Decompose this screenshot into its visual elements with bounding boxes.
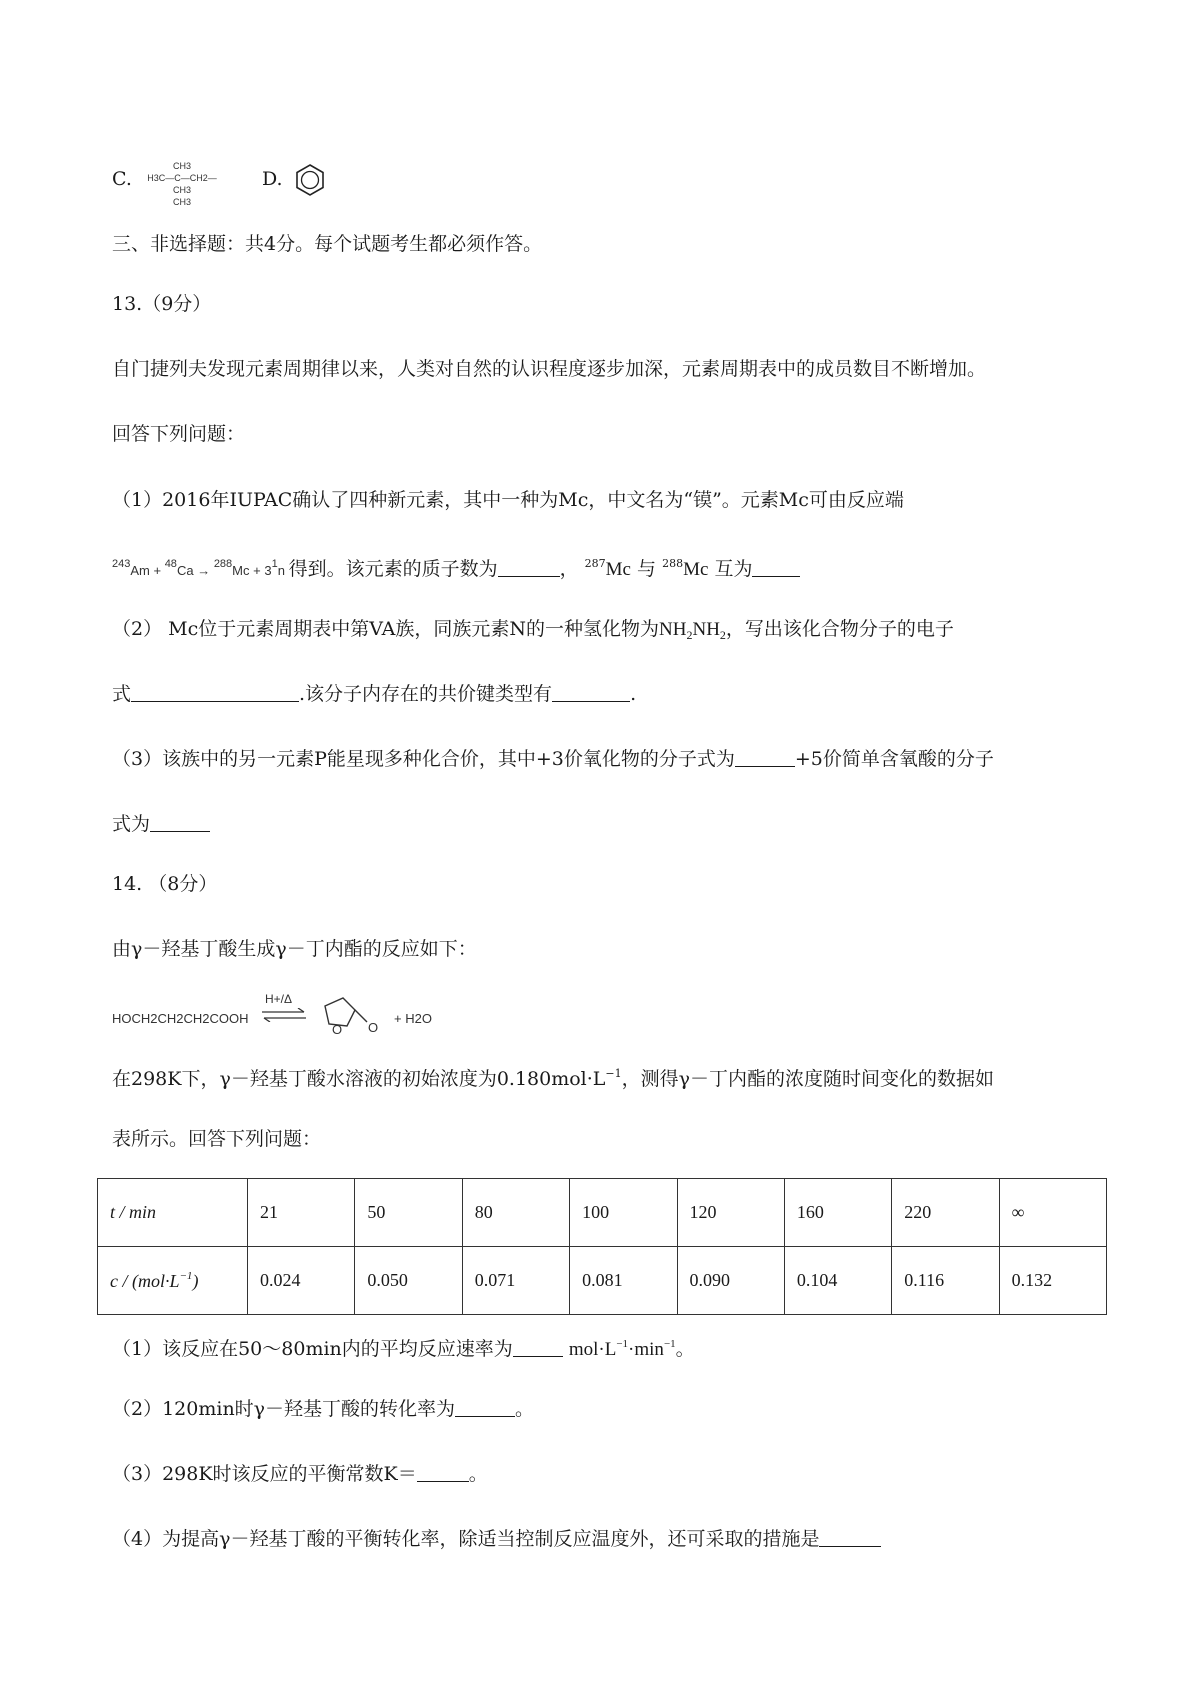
q13-part1-line2: $^{243}Am + ^{48}Ca \to ^{288}Mc + 3^1n$ 得到。该元素的质子数为 ， $^{287}$Mc 与 $^{288}$Mc 互为 <box>112 550 800 585</box>
q14-sub2: （2）120min时γ－羟基丁酸的转化率为 。 <box>112 1398 535 1420</box>
reaction-condition: H+/Δ <box>265 992 293 1006</box>
answer-blank-equilibrium-constant[interactable] <box>417 1461 469 1482</box>
answer-blank-rate[interactable] <box>513 1336 563 1357</box>
answer-blank-electron-formula[interactable] <box>131 681 299 702</box>
table-header-concentration: $c / (mol\cdot L^{-1})$ <box>98 1247 248 1315</box>
q13-prompt: 回答下列问题： <box>112 423 246 445</box>
table-row-time <box>98 1179 1107 1247</box>
q13-intro: 自门捷列夫发现元素周期律以来，人类对自然的认识程度逐步加深，元素周期表中的成员数目不断增加。 <box>112 358 987 380</box>
table-header-time: t / min <box>98 1179 248 1247</box>
table-cell: 0.132 <box>999 1247 1106 1315</box>
table-cell: 0.090 <box>677 1247 784 1315</box>
q14-desc-line1: 在298K下，γ－羟基丁酸水溶液的初始浓度为$0.180mol\cdot L^{-1}$，测得γ－丁内酯的浓度随时间变化的数据如 <box>112 1067 994 1090</box>
table-cell: ∞ <box>999 1179 1106 1247</box>
option-d-row <box>262 165 283 193</box>
benzene-ring-icon <box>292 162 328 198</box>
table-cell: 220 <box>892 1179 999 1247</box>
structure-top: CH3 <box>172 161 191 171</box>
structure-middle: H3C—C—CH2—CH3 <box>147 173 217 195</box>
nuclear-reaction: $^{243}Am + ^{48}Ca \to ^{288}Mc + 3^1n$ <box>112 558 285 578</box>
table-cell: 0.116 <box>892 1247 999 1315</box>
table-cell: 50 <box>355 1179 462 1247</box>
q13-part3-line2: 式为 <box>112 810 210 838</box>
table-cell: 0.071 <box>462 1247 569 1315</box>
q13-part1-line1: （1）2016年IUPAC确认了四种新元素，其中一种为Mc，中文名为“镆”。元素Mc可由反应端 <box>112 489 904 511</box>
lactone-ring-icon <box>315 992 375 1036</box>
q14-sub3: （3）298K时该反应的平衡常数K＝ 。 <box>112 1463 488 1485</box>
answer-blank-measure[interactable] <box>819 1526 881 1547</box>
table-cell: 120 <box>677 1179 784 1247</box>
answer-blank-acid-formula[interactable] <box>150 811 210 832</box>
structure-bottom: CH3 <box>172 197 191 207</box>
hydrazine-formula: $NH_2NH_2$ <box>659 619 726 642</box>
table-cell: 160 <box>784 1179 891 1247</box>
reactant-formula: HOCH2CH2CH2COOH <box>112 1011 249 1026</box>
table-cell: 0.081 <box>570 1247 677 1315</box>
carbonyl-oxygen-label: O <box>368 1020 379 1035</box>
water-product: + H2O <box>394 1011 432 1026</box>
answer-blank-oxide-formula[interactable] <box>735 746 795 767</box>
answer-blank-conversion[interactable] <box>455 1396 515 1417</box>
answer-blank-relation[interactable] <box>752 556 800 577</box>
table-cell: 100 <box>570 1179 677 1247</box>
option-c-structure <box>142 160 222 208</box>
ring-oxygen-label: O <box>332 1022 343 1037</box>
option-c-row <box>112 165 132 193</box>
q14-sub1: （1）该反应在50～80min内的平均反应速率为 $mol\cdot L^{-1}\cdot\min^{-1}$。 <box>112 1338 695 1360</box>
lactone-reaction <box>112 990 452 1040</box>
table-cell: 0.050 <box>355 1247 462 1315</box>
table-cell: 0.024 <box>248 1247 355 1315</box>
table-cell: 21 <box>248 1179 355 1247</box>
q14-desc-line2: 表所示。回答下列问题： <box>112 1128 322 1150</box>
section-heading: 三、非选择题：共4分。每个试题考生都必须作答。 <box>112 233 543 255</box>
answer-blank-bond-types[interactable] <box>552 681 630 702</box>
q14-sub4: （4）为提高γ－羟基丁酸的平衡转化率，除适当控制反应温度外，还可采取的措施是 <box>112 1525 881 1553</box>
q13-number: 13.（9分） <box>112 293 212 315</box>
table-cell: 80 <box>462 1179 569 1247</box>
q13-part2-line1: （2） Mc位于元素周期表中第VA族，同族元素N的一种氢化物为$NH_2NH_2$，写出该化合物分子的电子 <box>112 618 954 642</box>
option-c-label: C. <box>112 168 132 190</box>
q14-number: 14. （8分） <box>112 873 218 895</box>
table-row-concentration <box>98 1247 1107 1315</box>
q13-part2-line2: 式 .该分子内存在的共价键类型有 . <box>112 683 637 705</box>
rate-unit: $mol\cdot L^{-1}\cdot\min^{-1}$ <box>568 1338 676 1360</box>
concentration-table <box>97 1178 1107 1315</box>
table-cell: 0.104 <box>784 1247 891 1315</box>
q13-part3-line1: （3）该族中的另一元素P能星现多种化合价，其中+3价氧化物的分子式为 +5价简单含氧酸的分子 <box>112 748 994 770</box>
equilibrium-arrow-icon <box>260 1008 308 1022</box>
answer-blank-proton-number[interactable] <box>498 556 560 577</box>
option-d-label: D. <box>262 168 283 190</box>
q14-intro: 由γ－羟基丁酸生成γ－丁内酯的反应如下： <box>112 938 477 960</box>
